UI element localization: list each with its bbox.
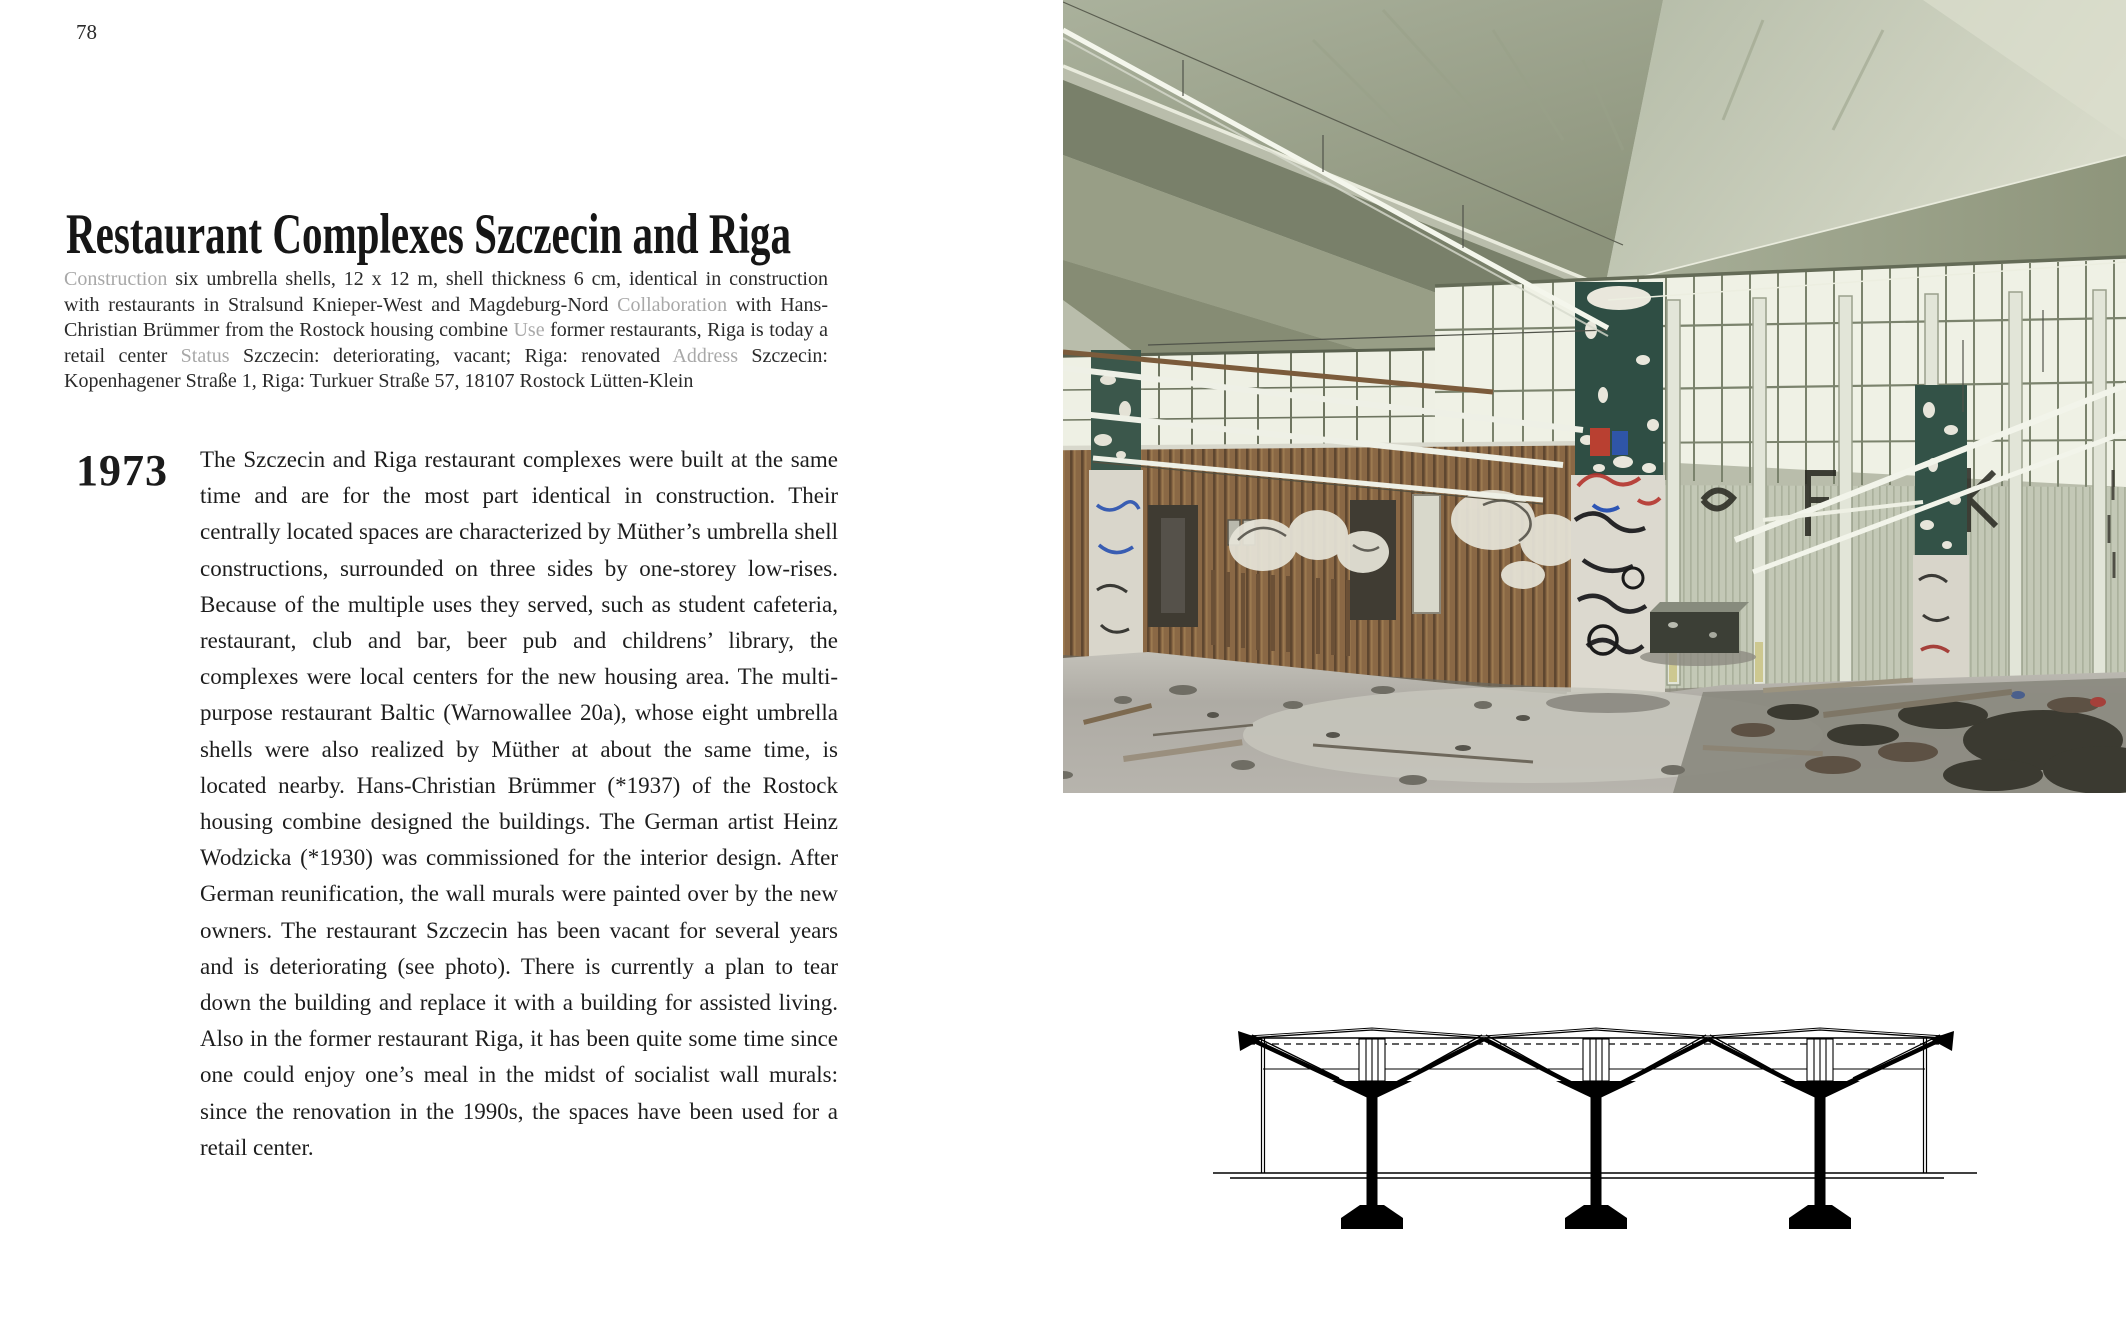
photo-bench-block xyxy=(1640,602,1756,666)
year-label: 1973 xyxy=(76,446,168,495)
meta-label: Construction xyxy=(64,268,176,290)
section-drawing-umbrella-shells xyxy=(1200,1008,2100,1248)
meta-text: with Hans-Christian Brümmer from the Rostock housing combine xyxy=(64,293,828,341)
meta-label: Status xyxy=(167,344,243,367)
body-paragraph: The Szczecin and Riga restaurant complexes were built at the same time and are for the most part identical in construction. Their centrally located spaces are characterized by Müther’s umbrella shell constructions, surrounded on three sides by one-storey low-rises. Because of the multiple uses they served, such as student cafeteria, restaurant, club and bar, beer pub and childrens’ library, the complexes were local centers for the new housing area. The multi-purpose restaurant Baltic (Warnowallee 20a), whose eight umbrella shells were also realized by Müther at about the same time, is located nearby. Hans-Christian Brümmer (*1937) of the Rostock housing combine designed the buildings. The German artist Heinz Wodzicka (*1930) was commissioned for the interior design. After German reunification, the wall murals were painted over by the new owners. The restaurant Szczecin has been vacant for several years and is deteriorating (see photo). There is currently a plan to tear down the building and replace it with a building for assisted living. Also in the former restaurant Riga, it has been quite some time since one could enjoy one’s meal in the midst of socialist wall murals: since the renovation in the 1990s, the spaces have been used for a retail center. xyxy=(200,447,838,1160)
meta-paragraph xyxy=(64,267,828,395)
meta-text: former restaurants, Riga is today a retail center xyxy=(64,319,829,367)
meta-label: Collaboration xyxy=(608,293,736,316)
meta-label: Use xyxy=(508,319,551,341)
meta-label: Address xyxy=(660,344,752,367)
meta-text: Szczecin: deteriorating, vacant; Riga: renovated xyxy=(242,344,661,367)
meta-text: Szczecin: Kopenhagener Straße 1, Riga: Turkuer Straße 57, 18107 Rostock Lütten-Klein xyxy=(64,344,828,392)
article-title: Restaurant Complexes Szczecin and Riga xyxy=(66,203,791,266)
meta-text: six umbrella shells, 12 x 12 m, shell thickness 6 cm, identical in construction with restaurants in Stralsund Knieper-West and Magdeburg-Nord xyxy=(64,268,828,316)
page-number: 78 xyxy=(76,20,97,44)
photo-restaurant-interior xyxy=(1063,0,2126,793)
photo-column-right xyxy=(1913,385,1969,687)
